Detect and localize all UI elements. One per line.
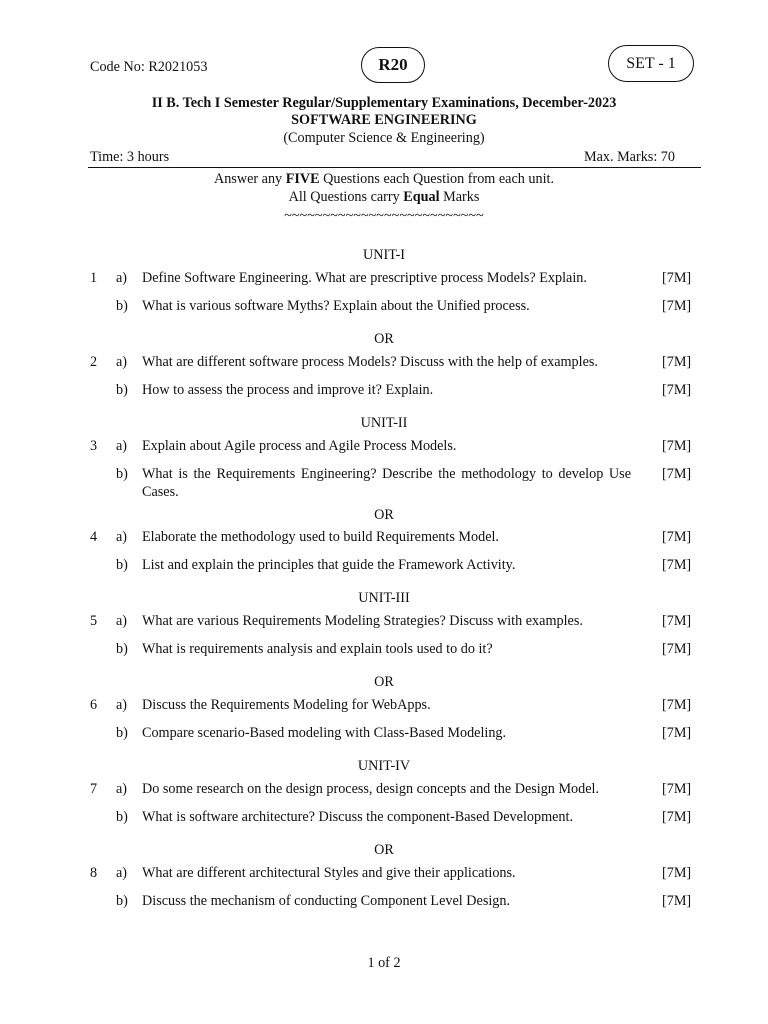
part-label: a): [116, 781, 128, 797]
question-text: Elaborate the methodology used to build Requirements Model.: [142, 529, 499, 545]
question-number: 8: [90, 865, 98, 881]
unit-heading: UNIT-IV: [357, 758, 411, 774]
marks-label: [7M]: [662, 270, 692, 286]
marks-label: [7M]: [662, 725, 692, 741]
question-text: Explain about Agile process and Agile Process Models.: [142, 438, 457, 454]
marks-label: [7M]: [662, 438, 692, 454]
question-text: Discuss the mechanism of conducting Component Level Design.: [142, 893, 511, 909]
header-divider: [88, 167, 701, 168]
part-label: a): [116, 270, 128, 286]
part-label: b): [116, 893, 128, 909]
part-label: a): [116, 529, 128, 545]
question-text: Discuss the Requirements Modeling for WebApps.: [142, 697, 431, 713]
or-separator: OR: [374, 331, 394, 347]
question-number: 4: [90, 529, 98, 545]
marks-label: [7M]: [662, 697, 692, 713]
question-number: 3: [90, 438, 98, 454]
part-label: a): [116, 697, 128, 713]
unit-heading: UNIT-II: [360, 415, 408, 431]
question-number: 5: [90, 613, 98, 629]
code-number: Code No: R2021053: [90, 59, 208, 75]
exam-time: Time: 3 hours: [90, 149, 170, 165]
question-number: 2: [90, 354, 98, 370]
marks-label: [7M]: [662, 613, 692, 629]
question-text: What is various software Myths? Explain about the Unified process.: [142, 298, 530, 314]
question-text: What is the Requirements Engineering? Describe the methodology to develop Use Cases.: [142, 466, 631, 500]
regulation-badge: R20: [361, 47, 425, 83]
part-label: b): [116, 382, 128, 398]
part-label: b): [116, 809, 128, 825]
exam-title: II B. Tech I Semester Regular/Supplementary Examinations, December-2023: [151, 95, 617, 111]
marks-label: [7M]: [662, 641, 692, 657]
question-text: How to assess the process and improve it? Explain.: [142, 382, 434, 398]
marks-label: [7M]: [662, 557, 692, 573]
separator-line: ~~~~~~~~~~~~~~~~~~~~~~~~~~: [284, 208, 484, 224]
page-number: 1 of 2: [367, 955, 401, 971]
part-label: b): [116, 557, 128, 573]
part-label: b): [116, 298, 128, 314]
question-text: What are different software process Models? Discuss with the help of examples.: [142, 354, 598, 370]
unit-heading: UNIT-I: [362, 247, 406, 263]
max-marks: Max. Marks: 70: [583, 149, 675, 165]
question-text: What are different architectural Styles and give their applications.: [142, 865, 516, 881]
subject-title: SOFTWARE ENGINEERING: [291, 112, 477, 128]
or-separator: OR: [374, 507, 394, 523]
unit-heading: UNIT-III: [358, 590, 410, 606]
question-text: Define Software Engineering. What are prescriptive process Models? Explain.: [142, 270, 587, 286]
question-number: 1: [90, 270, 98, 286]
marks-label: [7M]: [662, 298, 692, 314]
part-label: b): [116, 725, 128, 741]
or-separator: OR: [374, 842, 394, 858]
marks-label: [7M]: [662, 354, 692, 370]
part-label: a): [116, 438, 128, 454]
instruction-line-2: All Questions carry Equal Marks: [288, 189, 480, 205]
instruction-line-1: Answer any FIVE Questions each Question from each unit.: [213, 171, 555, 187]
part-label: a): [116, 613, 128, 629]
question-text: What is requirements analysis and explain tools used to do it?: [142, 641, 493, 657]
part-label: a): [116, 865, 128, 881]
question-text: List and explain the principles that guide the Framework Activity.: [142, 557, 516, 573]
question-number: 7: [90, 781, 98, 797]
question-text: Do some research on the design process, design concepts and the Design Model.: [142, 781, 600, 797]
question-text: Compare scenario-Based modeling with Class-Based Modeling.: [142, 725, 507, 741]
marks-label: [7M]: [662, 865, 692, 881]
part-label: b): [116, 466, 128, 482]
question-number: 6: [90, 697, 98, 713]
marks-label: [7M]: [662, 781, 692, 797]
marks-label: [7M]: [662, 529, 692, 545]
or-separator: OR: [374, 674, 394, 690]
part-label: b): [116, 641, 128, 657]
marks-label: [7M]: [662, 466, 692, 482]
marks-label: [7M]: [662, 382, 692, 398]
question-text: What are various Requirements Modeling Strategies? Discuss with examples.: [142, 613, 583, 629]
department: (Computer Science & Engineering): [283, 130, 485, 146]
part-label: a): [116, 354, 128, 370]
set-badge: SET - 1: [608, 45, 694, 82]
marks-label: [7M]: [662, 893, 692, 909]
question-text: What is software architecture? Discuss the component-Based Development.: [142, 809, 573, 825]
marks-label: [7M]: [662, 809, 692, 825]
